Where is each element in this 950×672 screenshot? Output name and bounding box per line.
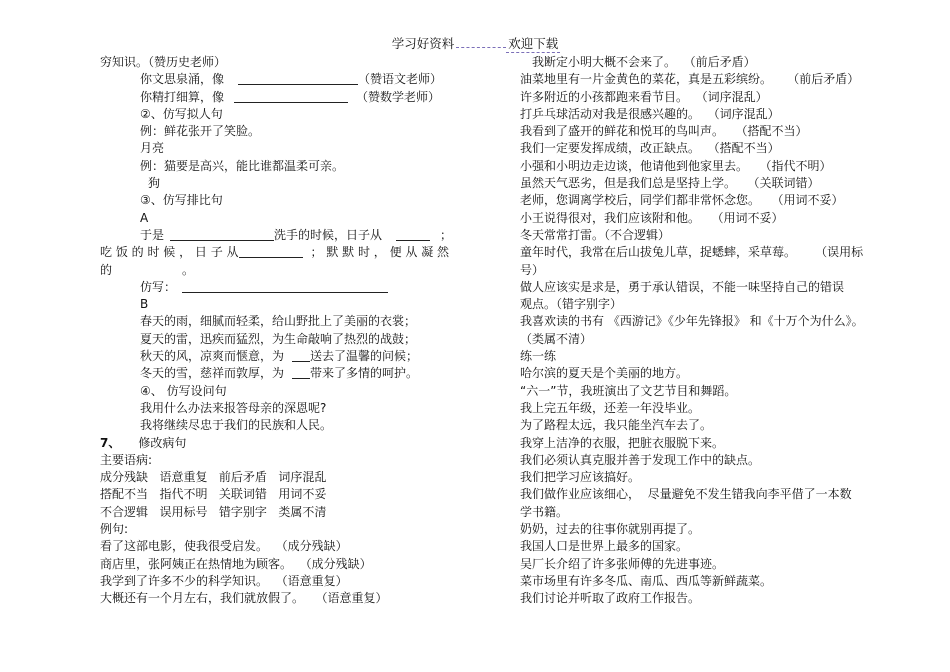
answer-blank[interactable]	[239, 245, 303, 258]
subsection-label: A	[140, 210, 149, 225]
line-text: 秋天的风，凉爽而惬意，为	[140, 349, 285, 364]
practice-sentence: 吴厂长介绍了许多张师傅的先进事迹。	[520, 556, 725, 571]
example-line: 例：猫要是高兴，能比谁都温柔可亲。	[140, 158, 345, 173]
line-text: 送去了温馨的问候；	[310, 349, 419, 364]
section-heading: ③、仿写排比句	[140, 193, 223, 208]
fill-in-line	[100, 227, 472, 244]
practice-sentence: 我国人口是世界上最多的国家。	[520, 539, 689, 554]
text-line: 我将继续尽忠于我们的民族和人民。	[140, 418, 333, 433]
line-text: ； 默 默 时 ， 便 从 凝 然	[310, 245, 450, 260]
example-sentence: 油菜地里有一片金黄色的菜花，真是五彩缤纷。 （前后矛盾）	[520, 72, 860, 87]
fill-in-line	[100, 244, 472, 261]
section-title-text: 修改病句	[138, 435, 187, 450]
example-sentence: 许多附近的小孩都跑来看节目。 （词序混乱）	[520, 89, 768, 104]
fill-in-line	[100, 279, 472, 296]
practice-sentence: 我们讨论并听取了政府工作报告。	[520, 591, 701, 606]
line-text: 于是	[140, 227, 165, 242]
line-text: 吃 饭 的 时 候 ， 日 子 从	[100, 245, 239, 260]
right-column	[520, 54, 890, 608]
line-text: 洗手的时候，日子从	[274, 227, 383, 242]
example-sentence: 我学到了许多不少的科学知识。 （语意重复）	[100, 573, 348, 588]
text-line: 例句:	[100, 522, 129, 537]
practice-sentence: 我们做作业应该细心， 尽量避免不发生错我向李平借了一本数	[520, 487, 852, 502]
example-line: 例：鲜花张开了笑脸。	[140, 124, 261, 139]
practice-heading: 练一练	[520, 349, 557, 364]
fill-in-line	[100, 348, 472, 365]
example-sentence: 虽然天气恶劣，但是我们总是坚持上学。 （关联词错）	[520, 176, 820, 191]
section-title	[100, 435, 472, 452]
line-text: 仿写：	[140, 279, 177, 294]
text-line: 穷知识。（赞历史老师）	[100, 55, 227, 69]
section-heading: ④、 仿写设问句	[140, 383, 227, 398]
left-column	[100, 54, 472, 608]
text-line: 学书籍。	[520, 504, 569, 519]
error-types-row: 成分残缺 语意重复 前后矛盾 词序混乱	[100, 470, 327, 485]
fill-in-line	[100, 89, 472, 106]
line-text: ；	[440, 227, 453, 242]
text-line: 号）	[520, 262, 545, 277]
practice-sentence: 哈尔滨的夏天是个美丽的地方。	[520, 366, 689, 381]
answer-blank[interactable]	[396, 228, 430, 241]
practice-sentence: 我们把学习应该搞好。	[520, 470, 641, 485]
error-types-row: 不合逻辑 误用标号 错字别字 类属不清	[100, 504, 327, 519]
practice-sentence: 我们必须认真克服并善于发现工作中的缺点。	[520, 452, 761, 467]
practice-sentence: 菜市场里有许多冬瓜、南瓜、西瓜等新鲜蔬菜。	[520, 573, 773, 588]
practice-sentence: “六一”节，我班演出了文艺节目和舞蹈。	[520, 383, 737, 398]
answer-blank[interactable]	[238, 72, 358, 85]
error-types-row: 搭配不当 指代不明 关联词错 用词不妥	[100, 487, 327, 502]
example-sentence: 小强和小明边走边谈，他请他到他家里去。 （指代不明）	[520, 158, 832, 173]
example-sentence: 小王说得很对，我们应该附和他。 （用词不妥）	[520, 210, 784, 225]
example-sentence: 冬天常常打雷。（不合逻辑）	[520, 227, 671, 242]
example-sentence: 我们一定要发挥成绩，改正缺点。 （搭配不当）	[520, 141, 780, 156]
fill-in-line	[100, 71, 472, 88]
text-line: 夏天的雷，迅疾而猛烈，为生命敲响了热烈的战鼓；	[140, 331, 417, 346]
header-dashed-rule	[456, 47, 506, 48]
example-sentence: 看了这部电影，使我很受启发。 （成分残缺）	[100, 539, 348, 554]
line-text: 你精打细算，像	[140, 89, 225, 104]
line-text: 冬天的雪，慈祥而敦厚，为	[140, 366, 285, 381]
text-line: 我用什么办法来报答母亲的深恩呢?	[140, 400, 327, 415]
line-text: （赞数学老师）	[356, 89, 441, 104]
line-text: 的	[100, 262, 113, 277]
example-sentence: 我看到了盛开的鲜花和悦耳的鸟叫声。 （搭配不当）	[520, 124, 808, 139]
line-text: 你文思泉涌，像	[140, 72, 225, 87]
line-text: 。	[182, 262, 195, 277]
example-sentence: 我断定小明大概不会来了。 （前后矛盾）	[532, 55, 756, 69]
text-line: 月亮	[140, 141, 165, 156]
example-sentence: 做人应该实是求是，勇于承认错误，不能一味坚持自己的错误	[520, 279, 845, 294]
text-line: （类属不清）	[520, 331, 593, 346]
practice-sentence: 奶奶，过去的往事你就别再提了。	[520, 522, 701, 537]
text-line: 主要语病:	[100, 452, 153, 467]
example-sentence: 打乒乓球活动对我是很感兴趣的。 （词序混乱）	[520, 106, 780, 121]
fill-in-line	[100, 365, 472, 382]
line-text: （赞语文老师）	[358, 72, 443, 87]
answer-blank[interactable]	[170, 228, 274, 241]
example-sentence: 老师，您调离学校后，同学们都非常怀念您。 （用词不妥）	[520, 193, 844, 208]
header-left-text: 学习好资料	[391, 36, 455, 51]
header-right-text: 欢迎下载	[508, 36, 559, 51]
answer-blank[interactable]	[292, 366, 310, 379]
section-heading: ②、仿写拟人句	[140, 106, 223, 121]
example-sentence: 童年时代，我常在后山拔兔儿草，捉蟋蟀，采草莓。 （误用标	[520, 245, 864, 260]
section-number: 7、	[100, 435, 121, 450]
subsection-label: B	[140, 297, 149, 312]
text-line: 狗	[148, 176, 161, 191]
answer-blank[interactable]	[292, 349, 310, 362]
example-sentence: 商店里，张阿姨正在热情地为顾客。 （成分残缺）	[100, 556, 372, 571]
line-text: 带来了多情的呵护。	[310, 366, 419, 381]
text-line: 观点。（错字别字）	[520, 297, 623, 312]
fill-in-line	[100, 262, 472, 279]
answer-blank[interactable]	[234, 90, 348, 103]
page-header	[0, 34, 950, 53]
practice-sentence: 为了路程太远，我只能坐汽车去了。	[520, 418, 713, 433]
text-line: 春天的雨，细腻而轻柔，给山野批上了美丽的衣裳；	[140, 314, 417, 329]
example-sentence: 大概还有一个月左右，我们就放假了。 （语意重复）	[100, 591, 388, 606]
practice-sentence: 我上完五年级，还差一年没毕业。	[520, 400, 701, 415]
answer-blank[interactable]	[182, 280, 388, 293]
example-sentence: 我喜欢读的书有 《西游记》《少年先锋报》 和《十万个为什么》。	[520, 314, 864, 329]
practice-sentence: 我穿上洁净的衣服，把脏衣服脱下来。	[520, 435, 725, 450]
